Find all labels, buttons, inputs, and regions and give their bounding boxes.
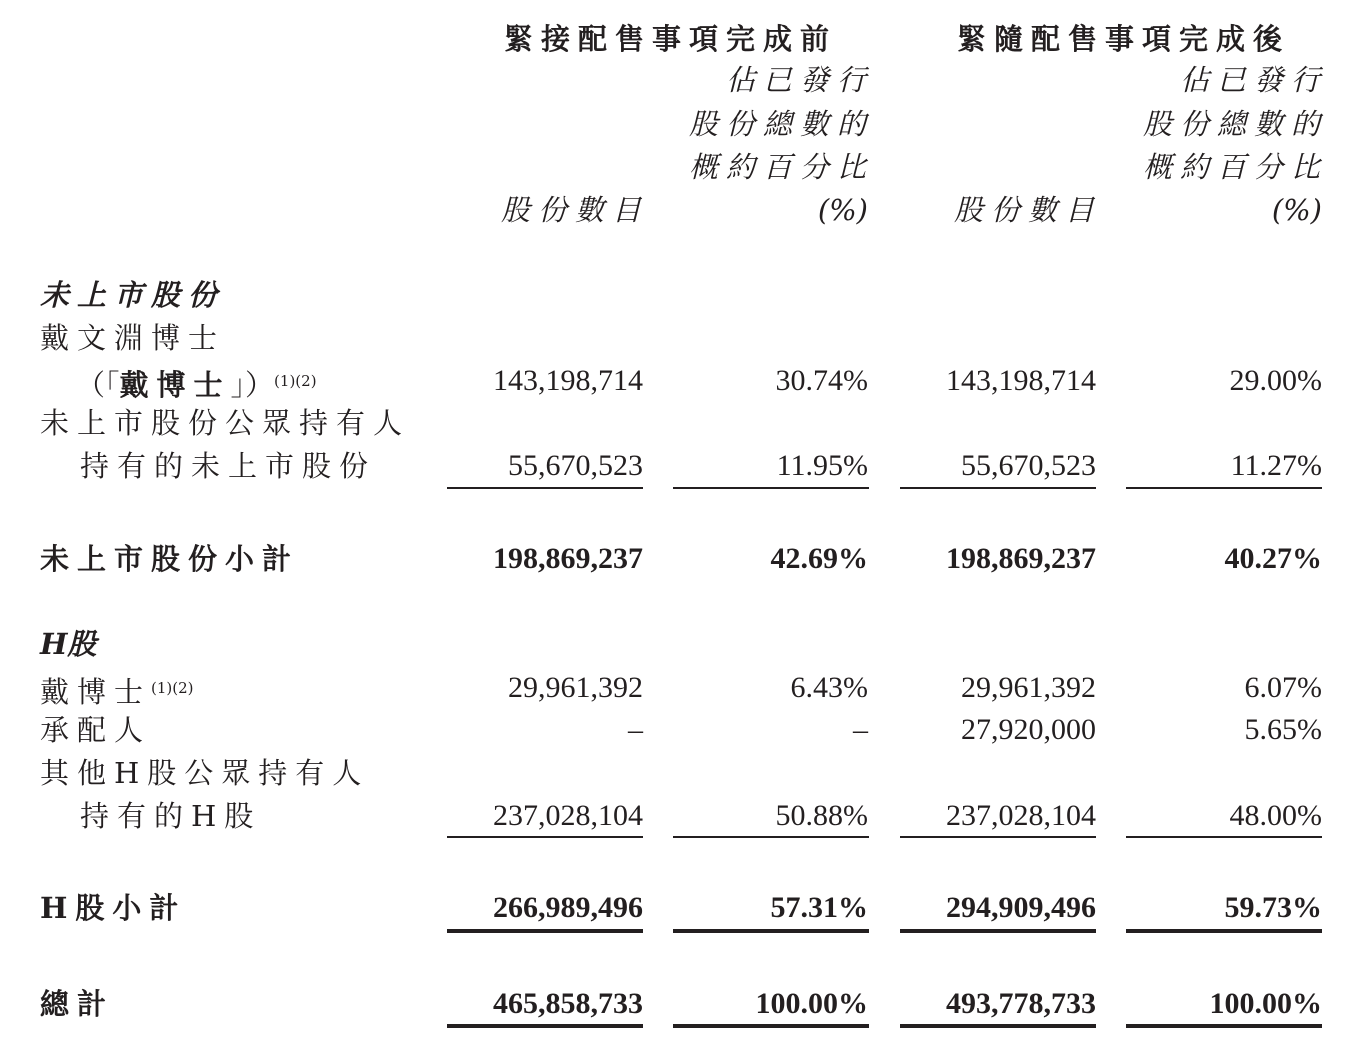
row-label: 持有的H股 <box>80 799 262 833</box>
after-pct-unit: (%) <box>1271 193 1322 227</box>
row-label: 其他H股公眾持有人 <box>40 756 370 790</box>
after-shares-cell: 55,670,523 <box>961 449 1096 482</box>
row-label: 持有的未上市股份 <box>80 449 377 483</box>
after-pct-cell: 48.00% <box>1229 799 1322 832</box>
after-pct-header-line3: 概約百分比 <box>1142 150 1328 184</box>
after-pct-header-line1: 佔已發行 <box>1179 63 1328 97</box>
before-pct-cell: – <box>853 713 868 746</box>
rule <box>673 487 869 489</box>
after-pct-cell: 6.07% <box>1244 671 1322 704</box>
after-pct-cell: 5.65% <box>1244 713 1322 746</box>
rule <box>900 929 1096 933</box>
rule <box>1126 1024 1322 1028</box>
rule <box>900 487 1096 489</box>
before-pct-unit: (%) <box>817 193 868 227</box>
row-label: 未上市股份公眾持有人 <box>40 406 411 440</box>
before-pct-cell: 6.43% <box>790 671 868 704</box>
subtotal-label: H股小計 <box>40 891 187 925</box>
rule <box>1126 487 1322 489</box>
unlisted-section-title: 未上市股份 <box>40 278 226 312</box>
after-pct-cell: 29.00% <box>1229 364 1322 397</box>
after-shares-cell: 294,909,496 <box>946 891 1096 924</box>
before-pct-cell: 11.95% <box>776 449 868 482</box>
h-section-title: H股 <box>40 627 97 661</box>
after-pct-cell: 40.27% <box>1224 542 1322 575</box>
footnote-ref: (1)(2) <box>151 679 194 697</box>
before-shares-cell: 29,961,392 <box>508 671 643 704</box>
before-pct-cell: 57.31% <box>770 891 868 924</box>
before-shares-cell: 198,869,237 <box>493 542 643 575</box>
rule <box>447 929 643 933</box>
before-shares-cell: 143,198,714 <box>493 364 643 397</box>
rule <box>673 1024 869 1028</box>
after-shares-cell: 29,961,392 <box>961 671 1096 704</box>
before-pct-cell: 100.00% <box>755 987 868 1020</box>
before-shares-cell: 237,028,104 <box>493 799 643 832</box>
after-pct-header-line2: 股份總數的 <box>1142 107 1328 141</box>
after-shares-header: 股份數目 <box>953 193 1102 227</box>
before-pct-header-line1: 佔已發行 <box>725 63 874 97</box>
total-label: 總計 <box>40 987 115 1021</box>
before-shares-cell: 465,858,733 <box>493 987 643 1020</box>
subtotal-label: 未上市股份小計 <box>40 542 300 576</box>
after-placing-header: 緊隨配售事項完成後 <box>956 22 1290 56</box>
row-label: 戴文淵博士 <box>40 321 226 355</box>
rule <box>447 487 643 489</box>
after-shares-cell: 493,778,733 <box>946 987 1096 1020</box>
after-pct-cell: 11.27% <box>1230 449 1322 482</box>
after-shares-cell: 237,028,104 <box>946 799 1096 832</box>
before-shares-cell: 266,989,496 <box>493 891 643 924</box>
row-label: 承配人 <box>40 713 152 747</box>
row-label: 戴博士$^{(1)(2)}$ <box>40 675 194 709</box>
after-pct-cell: 100.00% <box>1209 987 1322 1020</box>
before-pct-cell: 30.74% <box>775 364 868 397</box>
before-pct-header-line3: 概約百分比 <box>688 150 874 184</box>
rule <box>673 929 869 933</box>
after-shares-cell: 198,869,237 <box>946 542 1096 575</box>
before-shares-header: 股份數目 <box>500 193 649 227</box>
rule <box>900 1024 1096 1028</box>
rule <box>1126 929 1322 933</box>
before-pct-cell: 42.69% <box>770 542 868 575</box>
row-label: （「戴博士」）$^{(1)(2)}$ <box>76 368 317 402</box>
before-shares-cell: 55,670,523 <box>508 449 643 482</box>
after-shares-cell: 27,920,000 <box>961 713 1096 746</box>
before-placing-header: 緊接配售事項完成前 <box>503 22 837 56</box>
rule <box>447 1024 643 1028</box>
after-shares-cell: 143,198,714 <box>946 364 1096 397</box>
rule <box>447 836 643 838</box>
before-shares-cell: – <box>628 713 643 746</box>
footnote-ref: (1)(2) <box>274 372 317 390</box>
after-pct-cell: 59.73% <box>1224 891 1322 924</box>
rule <box>673 836 869 838</box>
rule <box>1126 836 1322 838</box>
rule <box>900 836 1096 838</box>
before-pct-header-line2: 股份總數的 <box>688 107 874 141</box>
before-pct-cell: 50.88% <box>775 799 868 832</box>
